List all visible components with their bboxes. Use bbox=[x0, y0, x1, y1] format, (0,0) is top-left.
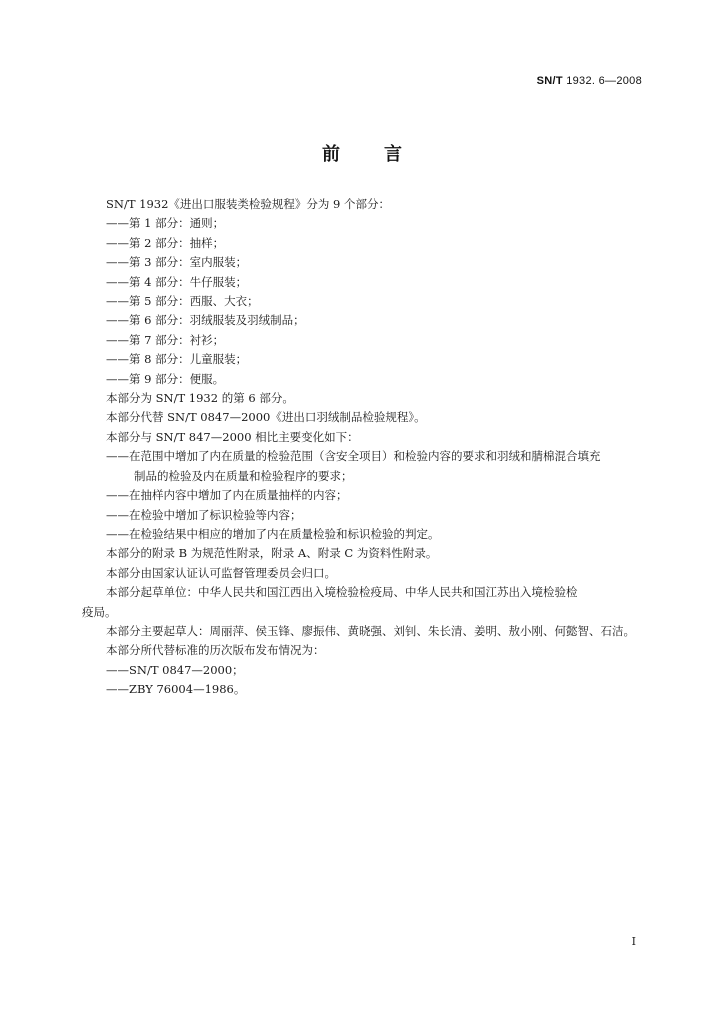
part-list-item: ——第 6 部分：羽绒服装及羽绒制品； bbox=[106, 313, 305, 328]
change-list-item-continuation: 制品的检验及内在质量和检验程序的要求； bbox=[134, 468, 353, 483]
page-title: 前言 bbox=[322, 144, 446, 165]
part-list-item: ——第 4 部分：牛仔服装； bbox=[106, 274, 248, 289]
history-list-item: ——SN/T 0847—2000； bbox=[106, 662, 244, 677]
page-number: I bbox=[631, 935, 636, 948]
part-list-item: ——第 1 部分：通则； bbox=[106, 216, 225, 231]
part-list-item: ——第 5 部分：西服、大衣； bbox=[106, 294, 259, 309]
standard-code-header bbox=[537, 75, 642, 87]
part-list-item: ——第 3 部分：室内服装； bbox=[106, 255, 248, 270]
paragraph-line-continuation: 疫局。 bbox=[82, 604, 117, 619]
change-list-item: ——在检验结果中相应的增加了内在质量检验和标识检验的判定。 bbox=[106, 526, 440, 541]
paragraph-line: SN/T 1932《进出口服装类检验规程》分为 9 个部分： bbox=[106, 197, 391, 211]
paragraph-line: 本部分由国家认证认可监督管理委员会归口。 bbox=[106, 565, 336, 580]
paragraph-line: 本部分所代替标准的历次版布发布情况为： bbox=[106, 643, 325, 658]
change-list-item: ——在抽样内容中增加了内在质量抽样的内容； bbox=[106, 488, 348, 503]
change-list-item: ——在范围中增加了内在质量的检验范围（含安全项目）和检验内容的要求和羽绒和腈棉混合填充 bbox=[106, 449, 601, 464]
paragraph-line: 本部分为 SN/T 1932 的第 6 部分。 bbox=[106, 391, 294, 406]
standard-code-suffix: 1932. 6—2008 bbox=[562, 75, 642, 87]
standard-code-prefix: SN/T bbox=[536, 75, 563, 87]
change-list-item: ——在检验中增加了标识检验等内容； bbox=[106, 507, 302, 522]
part-list-item: ——第 7 部分：衬衫； bbox=[106, 332, 225, 347]
paragraph-line: 本部分与 SN/T 847—2000 相比主要变化如下： bbox=[106, 429, 359, 444]
paragraph-line: 本部分代替 SN/T 0847—2000《进出口羽绒制品检验规程》。 bbox=[106, 410, 426, 425]
part-list-item: ——第 8 部分：儿童服装； bbox=[106, 352, 248, 367]
foreword-body bbox=[82, 195, 642, 700]
part-list-item: ——第 9 部分：便服。 bbox=[106, 371, 225, 386]
paragraph-line: 本部分的附录 B 为规范性附录，附录 A、附录 C 为资料性附录。 bbox=[106, 546, 438, 561]
paragraph-line: 本部分起草单位：中华人民共和国江西出入境检验检疫局、中华人民共和国江苏出入境检验检 bbox=[106, 585, 578, 600]
part-list-item: ——第 2 部分：抽样； bbox=[106, 235, 225, 250]
history-list-item: ——ZBY 76004—1986。 bbox=[106, 682, 246, 697]
paragraph-line: 本部分主要起草人：周丽萍、侯玉锋、廖振伟、黄晓强、刘钊、朱长清、姜明、敖小刚、何懿智、石洁。 bbox=[106, 623, 635, 638]
